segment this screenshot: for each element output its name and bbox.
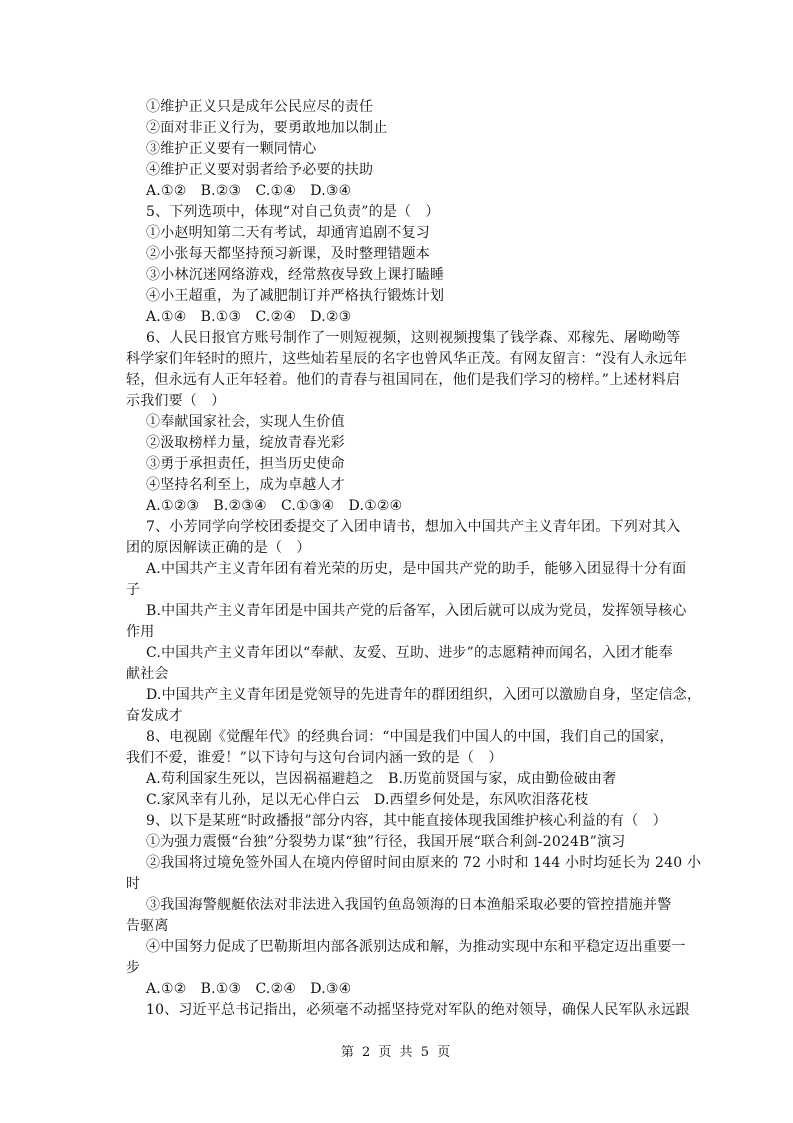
question-stem: 团的原因解读正确的是（ ） — [126, 540, 311, 556]
text-line: ④维护正义要对弱者给予必要的扶助 — [146, 162, 374, 178]
question-stem: 5、下列选项中，体现“对自己负责”的是（ ） — [146, 204, 440, 220]
question-stem: 科学家们年轻时的照片，这些灿若星辰的名字也曾风华正茂。有网友留言：“没有人永远年 — [126, 351, 688, 367]
text-line: 时 — [126, 876, 141, 892]
question-stem: 9、以下是某班“时政播报”部分内容，其中能直接体现我国维护核心利益的有（ ） — [146, 813, 667, 829]
text-line: ①小赵明知第二天有考试，却通宵追剧不复习 — [146, 225, 430, 241]
answer-options: A.①② B.①③ C.②④ D.③④ — [146, 981, 352, 997]
answer-options: A.①④ B.①③ C.②④ D.②③ — [146, 309, 352, 325]
text-line: 作用 — [126, 624, 155, 640]
text-line: ③我国海警舰艇依法对非法进入我国钓鱼岛领海的日本渔船采取必要的管控措施并警 — [146, 897, 672, 913]
text-line: ③小林沉迷网络游戏，经常熬夜导致上课打瞌睡 — [146, 267, 445, 283]
text-line: ②我国将过境免签外国人在境内停留时间由原来的 72 小时和 144 小时均延长为 240 小 — [146, 855, 702, 871]
text-line: ②面对非正义行为，要勇敢地加以制止 — [146, 120, 388, 136]
text-line: ④坚持名利至上，成为卓越人才 — [146, 477, 345, 493]
answer-options: A.①② B.②③ C.①④ D.③④ — [146, 183, 352, 199]
question-stem: 7、小芳同学向学校团委提交了入团申请书，想加入中国共产主义青年团。下列对其入 — [146, 519, 681, 535]
text-line: ②小张每天都坚持预习新课，及时整理错题本 — [146, 246, 430, 262]
text-line: ①维护正义只是成年公民应尽的责任 — [146, 99, 374, 115]
question-stem: 我们不爱，谁爱！”以下诗句与这句台词内涵一致的是（ ） — [126, 750, 503, 766]
text-line: B.中国共产主义青年团是中国共产党的后备军，入团后就可以成为党员，发挥领导核心 — [146, 603, 687, 619]
text-line: 告驱离 — [126, 918, 169, 934]
text-line: A.苟利国家生死以，岂因祸福避趋之 B.历览前贤国与家，成由勤俭破由奢 — [146, 771, 617, 787]
text-line: 步 — [126, 960, 141, 976]
text-line: ③维护正义要有一颗同情心 — [146, 141, 317, 157]
question-stem: 10、习近平总书记指出，必须毫不动摇坚持党对军队的绝对领导，确保人民军队永远跟 — [146, 1002, 690, 1018]
question-stem: 示我们要（ ） — [126, 393, 226, 409]
question-stem: 8、电视剧《觉醒年代》的经典台词：“中国是我们中国人的中国，我们自己的国家， — [146, 729, 674, 745]
text-line: ③勇于承担责任，担当历史使命 — [146, 456, 345, 472]
text-line: ①奉献国家社会，实现人生价值 — [146, 414, 345, 430]
text-line: A.中国共产主义青年团有着光荣的历史，是中国共产党的助手，能够入团显得十分有面 — [146, 561, 687, 577]
text-line: C.家风幸有儿孙，足以无心伴白云 D.西望乡何处是，东风吹泪落花枝 — [146, 792, 589, 808]
answer-options: A.①②③ B.②③④ C.①③④ D.①②④ — [146, 498, 403, 514]
text-line: 奋发成才 — [126, 708, 183, 724]
text-line: 子 — [126, 582, 141, 598]
page-number-footer: 第 2 页 共 5 页 — [340, 1045, 453, 1060]
text-line: D.中国共产主义青年团是党领导的先进青年的群团组织，入团可以激励自身，坚定信念， — [146, 687, 702, 703]
text-line: ①为强力震慑“台独”分裂势力谋“独”行径，我国开展“联合利剑-2024B”演习 — [146, 834, 626, 850]
question-stem: 6、人民日报官方账号制作了一则短视频，这则视频搜集了钱学森、邓稼先、屠呦呦等 — [146, 330, 681, 346]
text-line: C.中国共产主义青年团以“奉献、友爱、互助、进步”的志愿精神而闻名，入团才能奉 — [146, 645, 673, 661]
text-line: ②汲取榜样力量，绽放青春光彩 — [146, 435, 345, 451]
question-stem: 轻，但永远有人正年轻着。他们的青春与祖国同在，他们是我们学习的榜样。”上述材料启 — [126, 372, 681, 388]
text-line: ④小王超重，为了减肥制订并严格执行锻炼计划 — [146, 288, 445, 304]
text-line: ④中国努力促成了巴勒斯坦内部各派别达成和解，为推动实现中东和平稳定迈出重要一 — [146, 939, 686, 955]
text-line: 献社会 — [126, 666, 169, 682]
